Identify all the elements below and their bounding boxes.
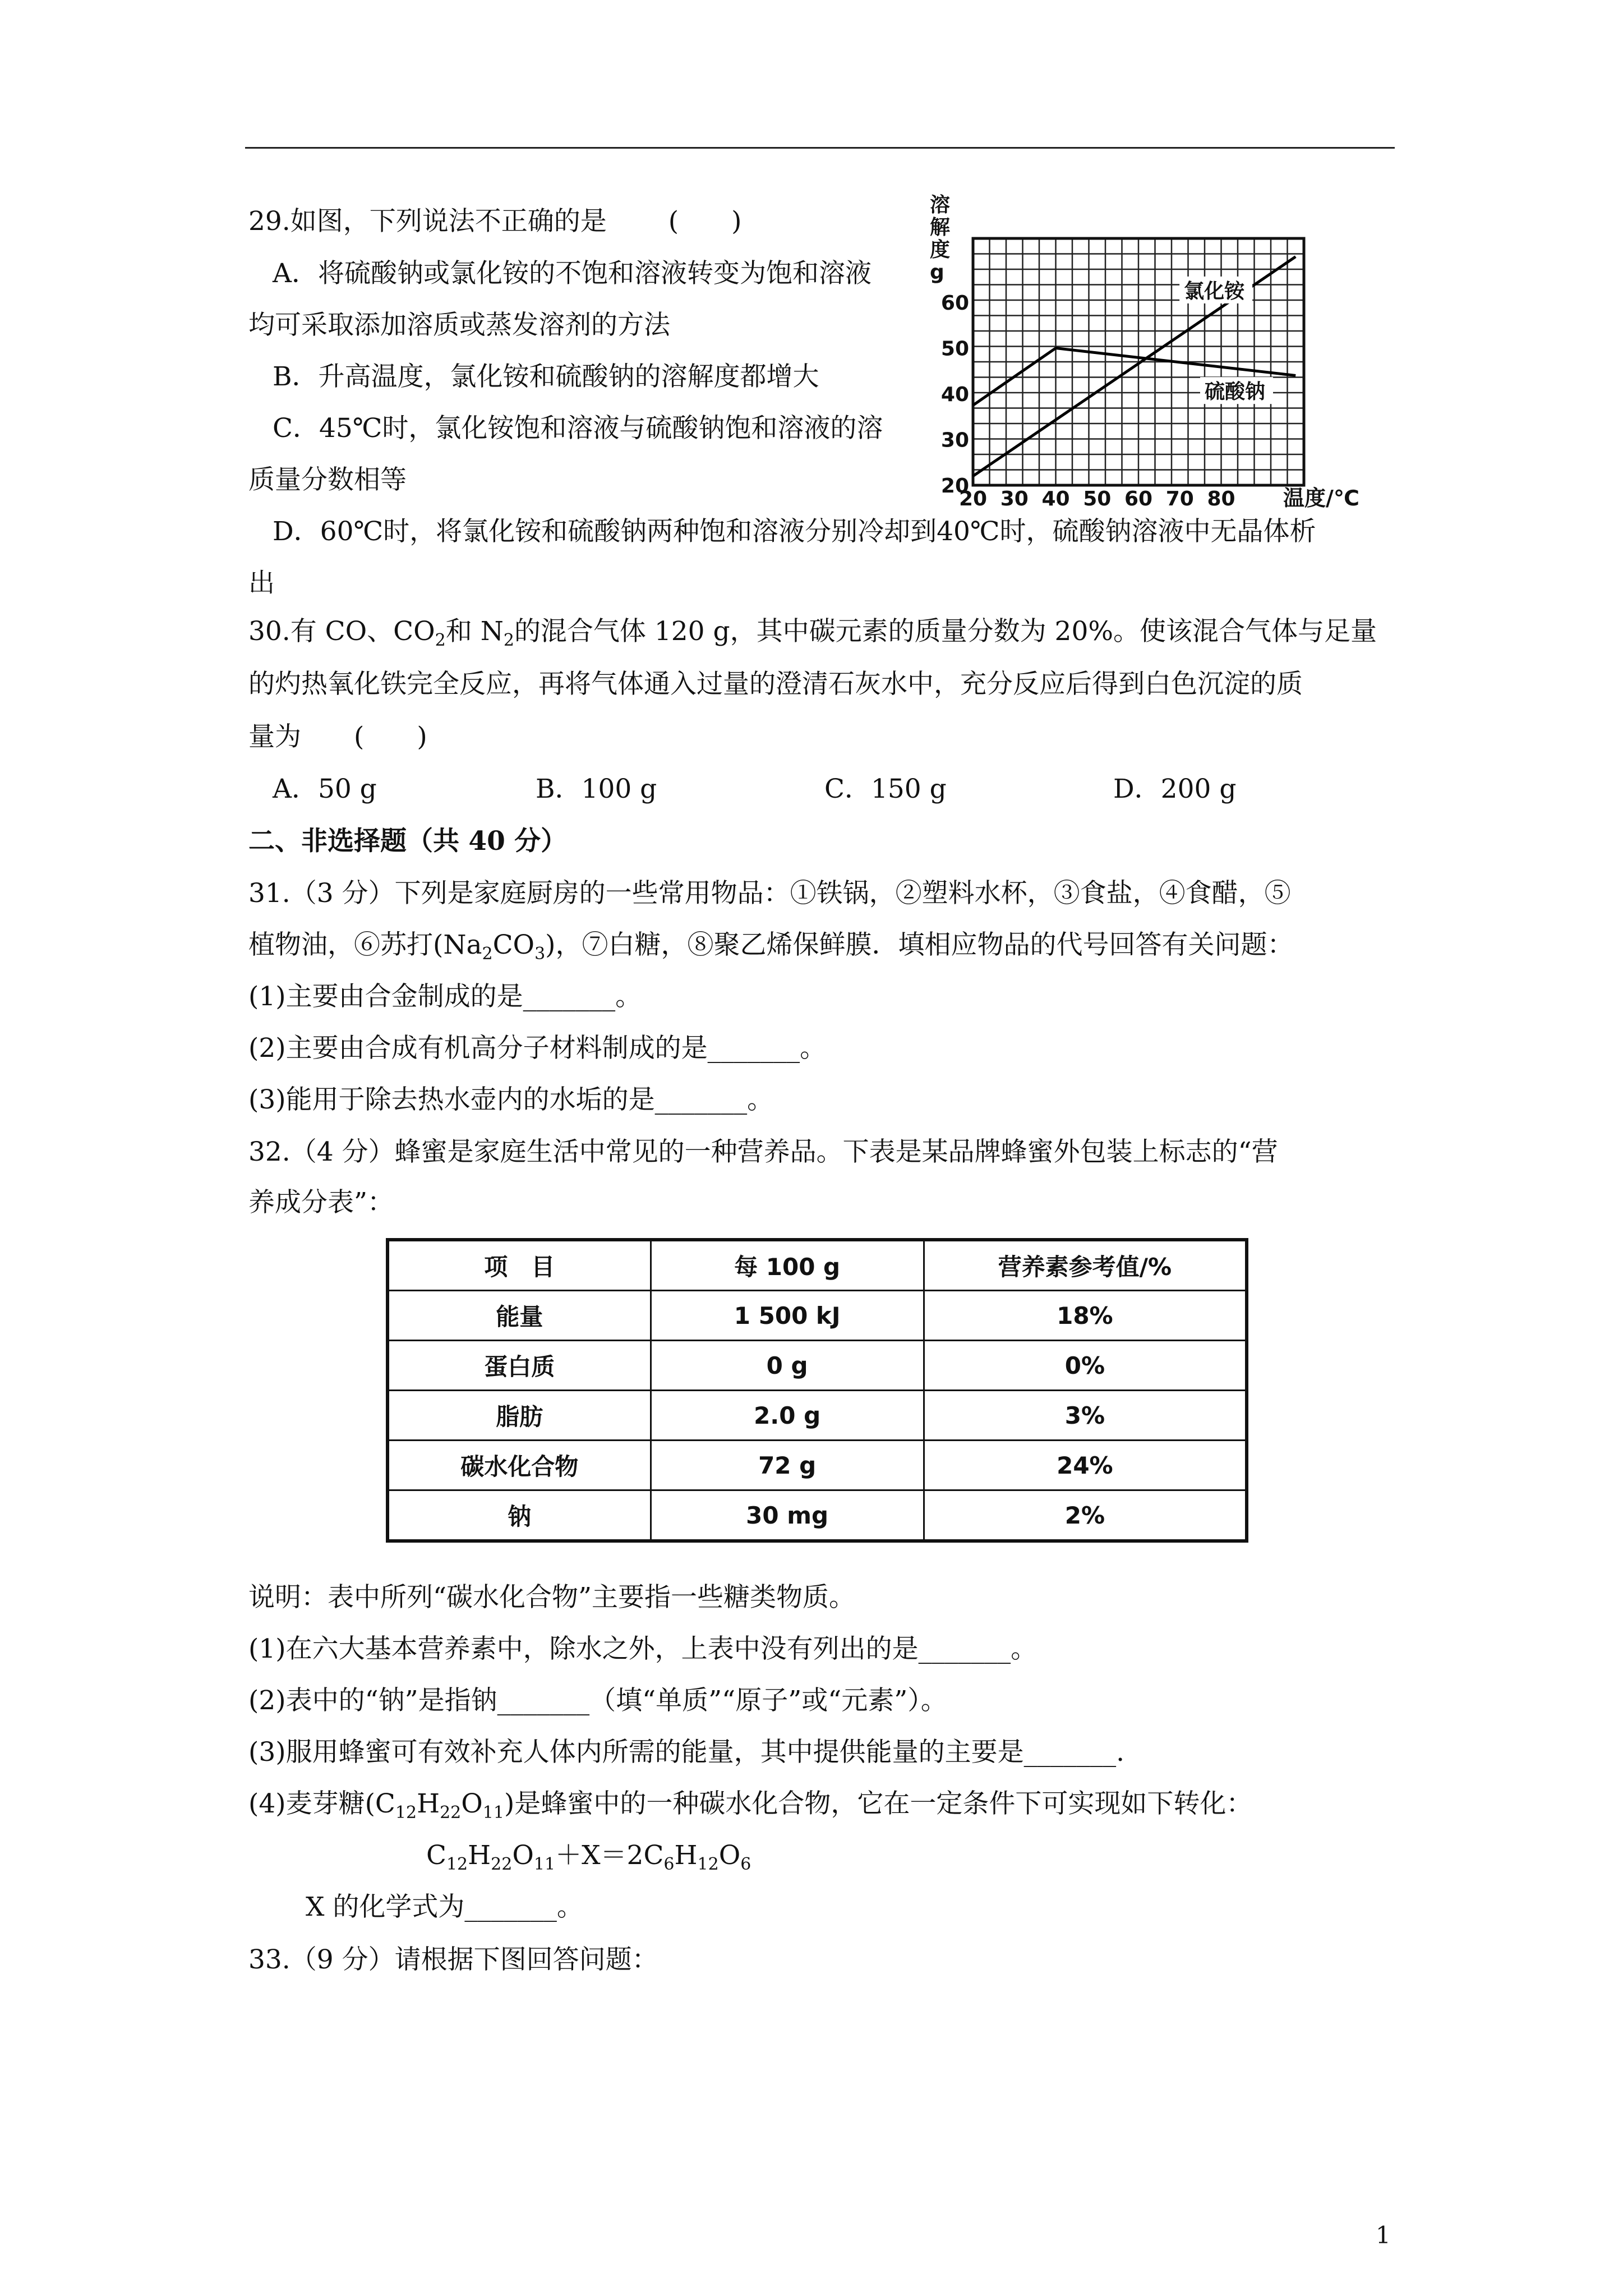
y-axis-label-char: g — [930, 261, 944, 284]
q29-option-a-line2: 均可采取添加溶质或蒸发溶剂的方法 — [248, 310, 670, 341]
y-tick-label: 40 — [940, 383, 969, 407]
table-cell: 0% — [924, 1341, 1247, 1391]
page-number: 1 — [1376, 2221, 1391, 2249]
y-axis-label-char: 度 — [930, 238, 951, 261]
table-cell: 30 mg — [651, 1490, 924, 1542]
series-labels — [1179, 277, 1273, 404]
x-tick-label: 80 — [1207, 487, 1235, 510]
table-cell: 脂肪 — [388, 1391, 651, 1441]
q32-sub1: (1)在六大基本营养素中，除水之外，上表中没有列出的是_______。 — [248, 1634, 1038, 1664]
series-label-2: 硫酸钠 — [1205, 380, 1266, 404]
header-rule — [245, 147, 1395, 149]
table-cell: 2.0 g — [651, 1391, 924, 1441]
q31-sub3: (3)能用于除去热水壶内的水垢的是_______。 — [248, 1084, 774, 1115]
q32-sub2: (2)表中的“钠”是指钠_______（填“单质”“原子”或“元素”）。 — [248, 1685, 947, 1716]
q30-option-c: C．150 g — [824, 774, 947, 804]
q31-sub2: (2)主要由合成有机高分子材料制成的是_______。 — [248, 1033, 827, 1064]
q32-note: 说明：表中所列“碳水化合物”主要指一些糖类物质。 — [248, 1582, 856, 1613]
q32-sub4: (4)麦芽糖$(C_{12}H_{22}O_{11})$是蜂蜜中的一种碳水化合物，它在一定条件下可实现如下转化： — [248, 1788, 1253, 1823]
x-tick-label: 40 — [1041, 487, 1070, 510]
q30-line3: 量为 ( ) — [248, 721, 427, 752]
q30-option-d: D．200 g — [1113, 774, 1237, 804]
table-header: 每 100 g — [651, 1240, 924, 1291]
q29-option-c-line1: C．45℃时，氯化铵饱和溶液与硫酸钠饱和溶液的溶 — [273, 413, 883, 444]
q30-option-a: A．50 g — [273, 774, 377, 804]
table-cell: 能量 — [388, 1291, 651, 1341]
y-tick-label: 60 — [940, 292, 969, 315]
table-cell: 2% — [924, 1490, 1247, 1542]
y-tick-label: 50 — [940, 337, 969, 361]
table-header-row — [388, 1240, 1247, 1291]
table-cell: 钠 — [388, 1490, 651, 1542]
y-axis-label-char: 溶 — [930, 194, 951, 217]
q32-sub5: X 的化学式为_______。 — [306, 1892, 583, 1922]
q32-sub3: (3)服用蜂蜜可有效补充人体内所需的能量，其中提供能量的主要是_______. — [248, 1737, 1125, 1768]
y-axis-label-char: 解 — [930, 216, 951, 239]
y-tick-label: 30 — [940, 429, 969, 452]
y-axis-ticks — [941, 292, 969, 498]
q31-sub1: (1)主要由合金制成的是_______。 — [248, 981, 642, 1012]
x-tick-label: 60 — [1124, 487, 1153, 510]
q29-option-a-line1: A．将硫酸钠或氯化铵的不饱和溶液转变为饱和溶液 — [273, 258, 872, 289]
table-cell: 18% — [924, 1291, 1247, 1341]
y-tick-label: 20 — [940, 475, 969, 498]
q32-line2: 养成分表”： — [248, 1187, 394, 1218]
x-axis-label: 温度/℃ — [1283, 486, 1359, 510]
table-cell: 0 g — [651, 1341, 924, 1391]
series-label-1: 氯化铵 — [1184, 279, 1245, 303]
chart-grid — [973, 238, 1304, 485]
table-header: 营养素参考值/% — [924, 1240, 1247, 1291]
y-axis-label — [930, 194, 950, 284]
table-cell: 蛋白质 — [388, 1341, 651, 1391]
q31-line1: 31.（3 分）下列是家庭厨房的一些常用物品：①铁锅，②塑料水杯，③食盐，④食醋，⑤ — [248, 878, 1291, 909]
q29-option-d-line1: D．60℃时，将氯化铵和硫酸钠两种饱和溶液分别冷却到40℃时，硫酸钠溶液中无晶体析 — [273, 516, 1316, 547]
q30-option-b: B．100 g — [536, 774, 657, 804]
x-tick-label: 20 — [958, 487, 988, 510]
table-row — [388, 1490, 1247, 1542]
solubility-chart — [920, 194, 1419, 519]
q33-stem: 33.（9 分）请根据下图回答问题： — [248, 1944, 658, 1975]
x-axis-ticks — [959, 487, 1235, 510]
q29-answer-paren: ( ) — [668, 206, 742, 237]
q30-line2: 的灼热氧化铁完全反应，再将气体通入过量的澄清石灰水中，充分反应后得到白色沉淀的质 — [248, 669, 1303, 700]
q30-line1: 30.有 CO、$CO_2$和 $N_2$的混合气体 120 g，其中碳元素的质量分数为 20%。使该混合气体与足量 — [248, 616, 1377, 650]
x-tick-label: 70 — [1165, 487, 1194, 510]
table-row — [388, 1291, 1247, 1341]
nutrition-table — [386, 1238, 1248, 1543]
table-row — [388, 1341, 1247, 1391]
q31-line2: 植物油，⑥苏打$(Na_2CO_3)$，⑦白糖，⑧聚乙烯保鲜膜．填相应物品的代号回答有关问题： — [248, 930, 1294, 964]
table-row — [388, 1391, 1247, 1441]
x-tick-label: 50 — [1083, 487, 1112, 510]
table-cell: 碳水化合物 — [388, 1441, 651, 1490]
table-header: 项 目 — [388, 1240, 651, 1291]
table-row — [388, 1441, 1247, 1490]
q29-stem: 29.如图，下列说法不正确的是 ( ) — [248, 206, 742, 237]
q32-equation: $C_{12}H_{22}O_{11}+X=2C_6H_{12}O_6$ — [426, 1840, 751, 1874]
q29-option-d-line2: 出 — [248, 568, 275, 599]
section-2-heading: 二、非选择题（共 40 分） — [248, 826, 568, 857]
table-cell: 3% — [924, 1391, 1247, 1441]
table-cell: 72 g — [651, 1441, 924, 1490]
table-cell: 1 500 kJ — [651, 1291, 924, 1341]
x-tick-label: 30 — [1000, 487, 1029, 510]
q29-option-b: B．升高温度，氯化铵和硫酸钠的溶解度都增大 — [273, 361, 819, 392]
table-cell: 24% — [924, 1441, 1247, 1490]
q32-line1: 32.（4 分）蜂蜜是家庭生活中常见的一种营养品。下表是某品牌蜂蜜外包装上标志的“营 — [248, 1137, 1278, 1167]
q29-option-c-line2: 质量分数相等 — [248, 464, 407, 495]
